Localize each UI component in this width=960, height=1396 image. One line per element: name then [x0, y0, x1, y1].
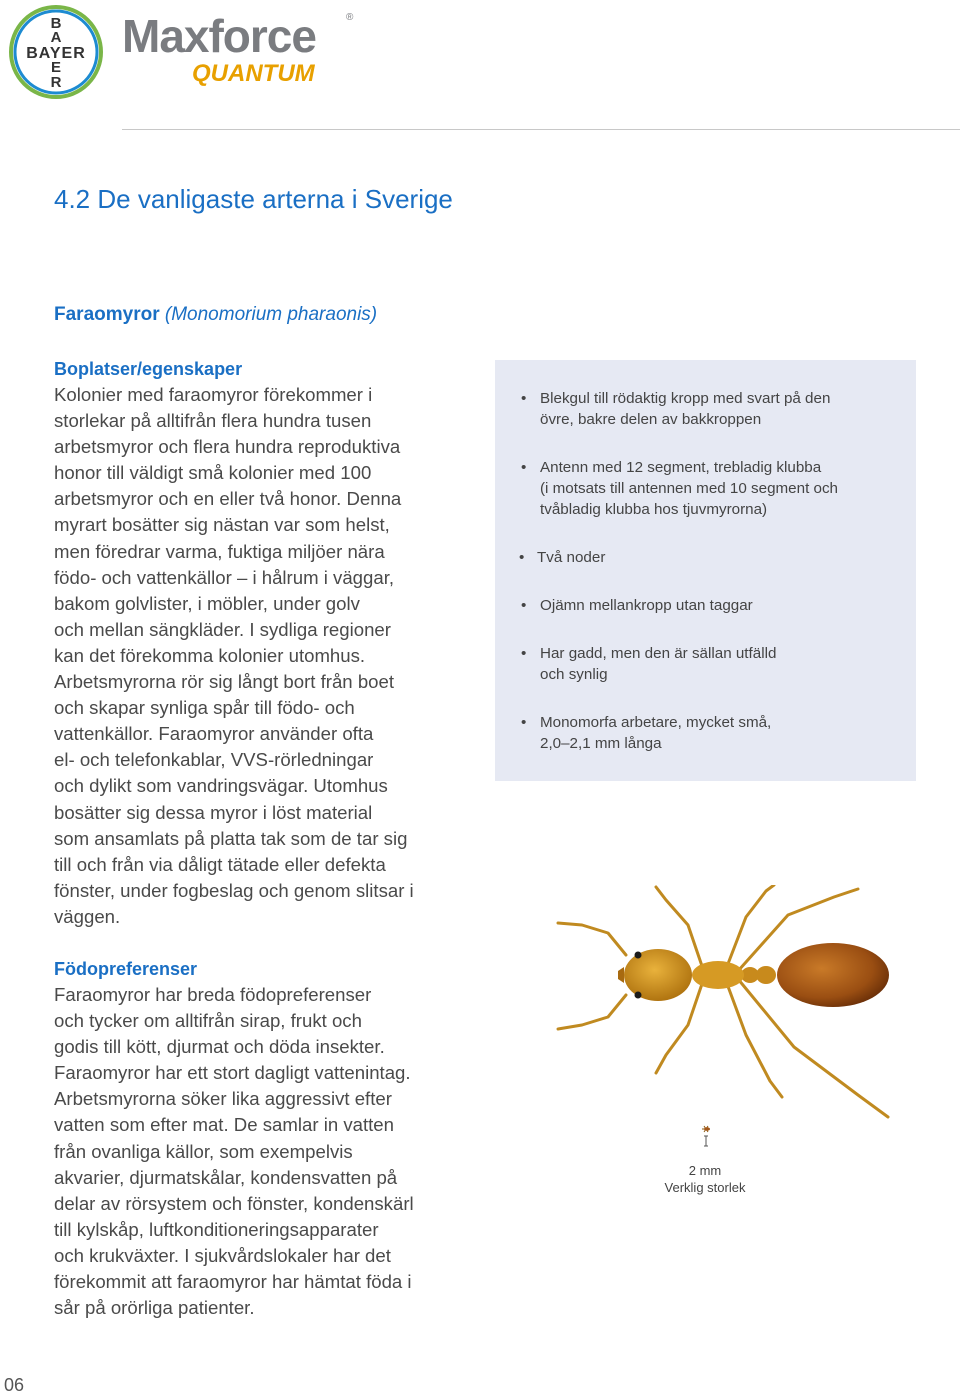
species-common-name: Faraomyror: [54, 304, 160, 325]
svg-text:A: A: [50, 29, 62, 46]
page-number: 06: [4, 1375, 25, 1395]
feature-item: • Ojämn mellankropp utan taggar: [519, 595, 899, 616]
species-title: [54, 303, 377, 327]
actual-size-ant-icon: [688, 1124, 724, 1154]
bayer-logo: [8, 4, 104, 100]
feature-item: • Antenn med 12 segment, trebladig klubba (i motsats till antennen med 10 segment och tvåbladig klubba hos tjuvmyrorna): [519, 457, 899, 520]
habitat-heading: Boplatser/egenskaper: [54, 359, 243, 379]
habitat-section: [54, 356, 474, 930]
scale-label: Verklig storlek: [664, 1180, 746, 1195]
brand-subtitle: QUANTUM: [192, 60, 315, 87]
pharaoh-ant-illustration: [538, 885, 908, 1120]
features-list: [519, 388, 899, 781]
svg-text:E: E: [50, 59, 62, 76]
scale-size: 2 mm: [688, 1163, 722, 1178]
svg-text:B: B: [50, 15, 62, 32]
feature-item: • Monomorfa arbetare, mycket små, 2,0–2,1 mm långa: [519, 712, 899, 754]
feature-item: • Har gadd, men den är sällan utfälld och synlig: [519, 643, 899, 685]
food-heading: Födopreferenser: [54, 959, 198, 979]
habitat-text: Kolonier med faraomyror förekommer i storlekar på alltifrån flera hundra tusen arbetsmyror och flera hundra reproduktiva honor till väldigt små kolonier med 100 arbetsmyror och en eller två honor. Denna myrart bosätter sig nästan var som helst, men föredrar varma, fuktiga miljöer nära födo- och vattenkällor – i hålrum i väggar, bakom golvlister, i möbler, under golv och mellan sängkläder. I sydliga regioner kan det förekomma kolonier utomhus. Arbetsmyrorna rör sig långt bort från boet och skapar synliga spår till födo- och vattenkällor. Faraomyror använder ofta el- och telefonkablar, VVS-rörledningar och dylikt som vandringsvägar. Utomhus bosätter sig dessa myror i löst material som ansamlats på platta tak som de tar sig till och från via dåligt tätade eller defekta fönster, under fogbeslag och genom slitsar i väggen.: [54, 384, 414, 927]
svg-text:BAYER: BAYER: [26, 45, 86, 62]
brand-name: Maxforce: [122, 10, 316, 62]
scale-caption: [650, 1162, 760, 1196]
food-section: [54, 956, 474, 1321]
feature-item: • Två noder: [519, 547, 899, 568]
brand-registered-mark: ®: [346, 12, 354, 23]
header-divider: [122, 129, 960, 130]
brand-logo: [122, 10, 354, 87]
section-title: 4.2 De vanligaste arterna i Sverige: [54, 184, 453, 214]
features-panel: [495, 360, 916, 781]
species-latin-name: (Monomorium pharaonis): [164, 304, 378, 325]
feature-item: • Blekgul till rödaktig kropp med svart på den övre, bakre delen av bakkroppen: [519, 388, 899, 430]
svg-text:R: R: [50, 74, 62, 91]
food-text: Faraomyror har breda födopreferenser och tycker om alltifrån sirap, frukt och godis till kött, djurmat och döda insekter. Faraomyror har ett stort dagligt vattenintag. Arbetsmyrorna söker lika aggressivt efter vatten som efter mat. De samlar in vatten från ovanliga källor, som exempelvis akvarier, djurmatskålar, kondensvatten på delar av rörsystem och fönster, kondenskärl till kylskåp, luftkonditioneringsapparater och krukväxter. I sjukvårdslokaler har det förekommit att faraomyror har hämtat föda i sår på orörliga patienter.: [54, 984, 414, 1319]
